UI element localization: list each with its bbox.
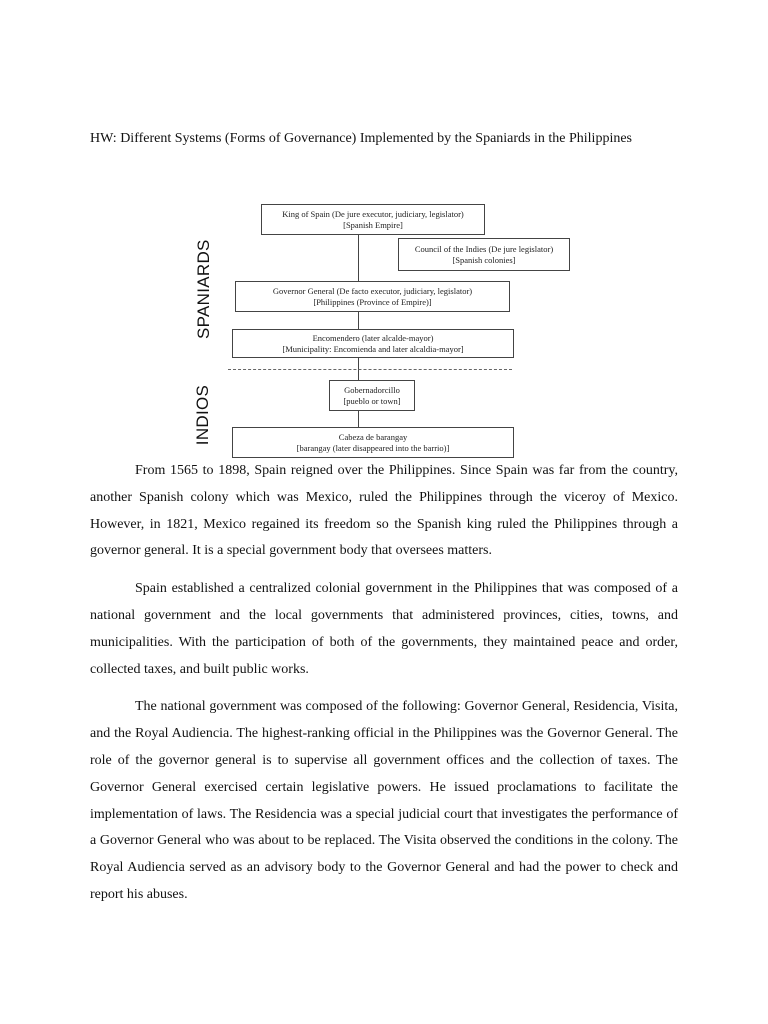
- box-cabeza-de-barangay: [232, 427, 514, 458]
- box-cabeza-line1: Cabeza de barangay: [338, 432, 408, 442]
- box-governor-line1: Governor General (De facto executor, judiciary, legislator): [272, 286, 473, 296]
- box-governor-line2: [Philippines (Province of Empire)]: [313, 296, 432, 307]
- paragraph-1: From 1565 to 1898, Spain reigned over the Philippines. Since Spain was far from the country, another Spanish colony which was Mexico, ruled the Philippines through the viceroy of Mexico. However, in 1821, Mexico regained its freedom so the Spanish king ruled the Philippines through a governor general. It is a special government body that oversees matters.: [90, 463, 678, 559]
- box-encomendero: [232, 329, 514, 358]
- body-text: [90, 458, 678, 920]
- connector-governor-encomendero: [358, 311, 359, 329]
- indios-label: INDIOS: [193, 384, 212, 446]
- box-gobernadorcillo-line2: [pueblo or town]: [343, 395, 401, 406]
- box-governor-general: [235, 281, 510, 312]
- document-title: HW: Different Systems (Forms of Governance) Implemented by the Spaniards in the Philippines: [90, 131, 633, 146]
- box-council-line1: Council of the Indies (De jure legislator): [414, 244, 554, 254]
- box-encomendero-line2: [Municipality: Encomienda and later alcaldia-mayor]: [282, 343, 464, 354]
- connector-gobernadorcillo-cabeza: [358, 411, 359, 427]
- box-cabeza-line2: [barangay (later disappeared into the barrio)]: [296, 442, 450, 453]
- box-gobernadorcillo: [329, 380, 415, 411]
- box-king-of-spain: [261, 204, 485, 235]
- spaniards-label: SPANIARDS: [194, 239, 213, 339]
- paragraph-2: Spain established a centralized colonial government in the Philippines that was composed of a national government and the local governments that administered provinces, cities, towns, and municipalities. With the participation of both of the governments, they maintained peace and order, collected taxes, and built public works.: [90, 581, 678, 677]
- box-king-line1: King of Spain (De jure executor, judiciary, legislator): [282, 209, 464, 219]
- box-council-line2: [Spanish colonies]: [452, 254, 516, 265]
- box-gobernadorcillo-line1: Gobernadorcillo: [344, 385, 400, 395]
- connector-king-governor: [358, 234, 359, 281]
- class-divider: [228, 369, 512, 370]
- paragraph-3: The national government was composed of the following: Governor General, Residencia, Visita, and the Royal Audiencia. The highest-ranking official in the Philippines was the Governor General. The role of the governor general is to supervise all government offices and the collection of taxes. The Governor General exercised certain legislative powers. He issued proclamations to facilitate the implementation of laws. The Residencia was a special judicial court that investigates the performance of a Governor General who was about to be replaced. The Visita observed the conditions in the colony. The Royal Audiencia served as an advisory body to the Governor General and had the power to check and report his abuses.: [90, 699, 678, 902]
- box-encomendero-line1: Encomendero (later alcalde-mayor): [312, 333, 434, 343]
- box-council-of-indies: [398, 238, 570, 271]
- box-king-line2: [Spanish Empire]: [343, 219, 403, 230]
- governance-hierarchy-diagram: [192, 200, 554, 462]
